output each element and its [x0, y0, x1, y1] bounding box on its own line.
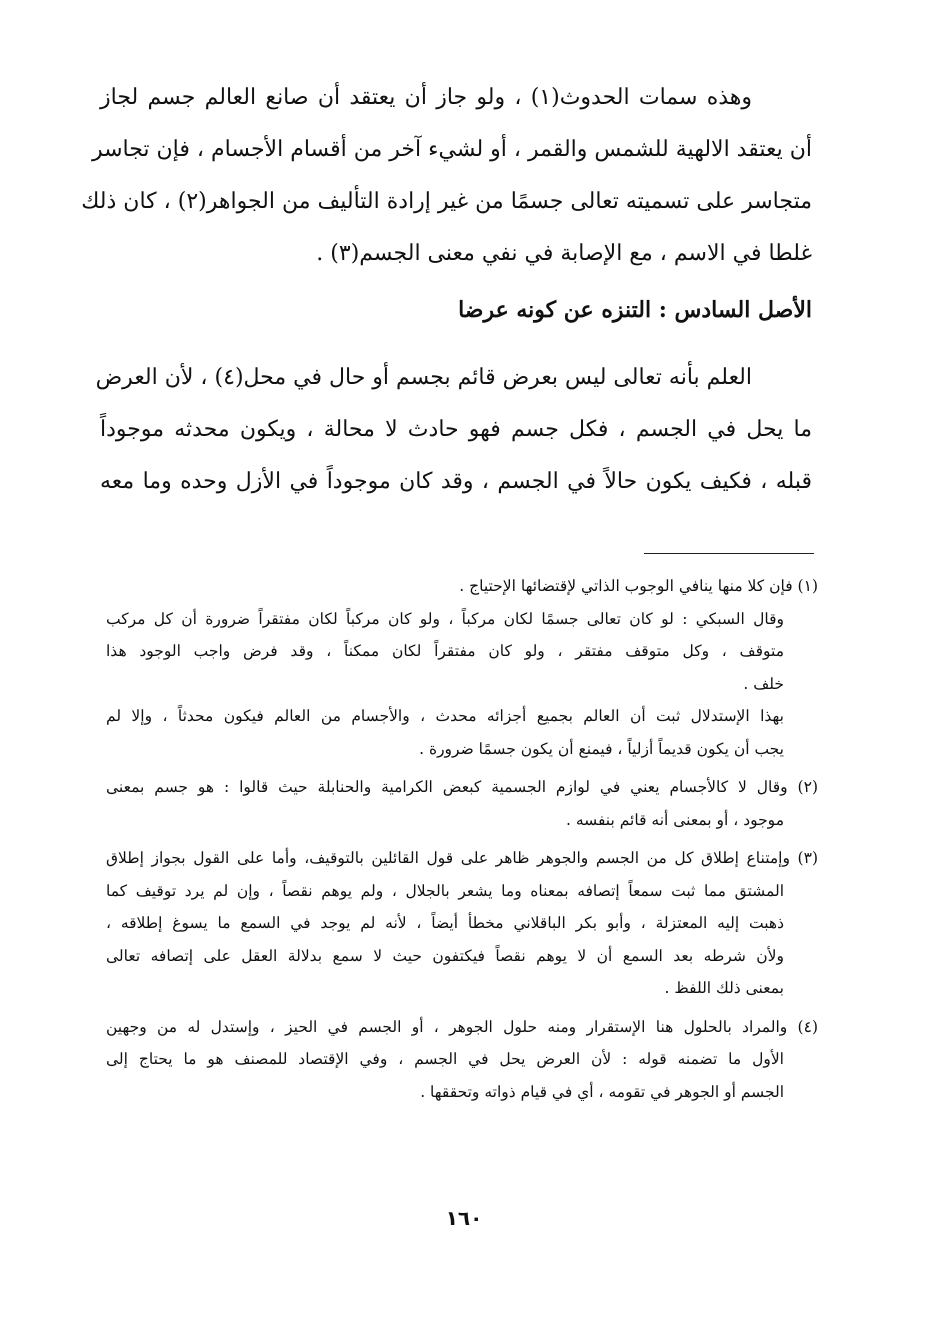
section-heading: الأصل السادس : التنزه عن كونه عرضا — [458, 297, 812, 323]
footnote-4-line: الجسم أو الجوهر في تقومه ، أي في قيام ذواته وتحققها . — [420, 1082, 784, 1101]
footnote-1-line: خلف . — [743, 674, 784, 693]
footnote-2-line: موجود ، أو بمعنى أنه قائم بنفسه . — [565, 810, 784, 829]
footnote-4-line: الأول ما تضمنه قوله : لأن العرض يحل في الجسم ، وفي الإقتصاد للمصنف هو ما يحتاج إلى — [106, 1050, 784, 1068]
main-paragraph-2 — [95, 352, 812, 508]
footnote-1-line: متوقف ، وكل متوقف مفتقر ، ولو كان مفتقراً لكان ممكناً ، وقد فرض واجب الوجود هذا — [106, 642, 784, 660]
footnote-separator — [644, 553, 814, 554]
footnote-2-line: (٢) وقال لا كالأجسام يعني في لوازم الجسمية كبعض الكرامية والحنابلة حيث قالوا : هو جسم بمعنى — [106, 778, 818, 796]
text-line: متجاسر على تسميته تعالى جسمًا من غير إرادة التأليف من الجواهر(٢) ، كان ذلك — [81, 189, 812, 214]
footnote-3-line: بمعنى ذلك اللفظ . — [664, 979, 784, 997]
footnote-3-line: ولأن شرطه بعد السمع أن لا يوهم نقصاً فيكتفون حيث لا سمع بدلالة العقل على إتصافه تعالى — [106, 946, 784, 965]
text-line: وهذه سمات الحدوث(١) ، ولو جاز أن يعتقد أن صانع العالم جسم لجاز — [100, 85, 752, 110]
footnote-3-line: ذهبت إليه المعتزلة ، وأبو بكر الباقلاني مخطأ أيضاً ، لأنه لم يوجد في السمع ما يسوغ إطلاقه ، — [106, 914, 784, 932]
footnote-1-line: (١) فإن كلا منها ينافي الوجوب الذاتي لإقتضائها الإحتياج . — [459, 577, 818, 595]
footnote-1-line: وقال السبكي : لو كان تعالى جسمًا لكان مركباً ، ولو كان مركباً لكان مفتقراً ضرورة أن كل مركب — [106, 609, 784, 628]
footnote-3-line: المشتق مما ثبت سمعاً إتصافه بمعناه وما يشعر بالجلال ، ولم يوهم نقصاً ، وإن لم يرد توقيف كما — [106, 881, 784, 900]
footnote-3-line: (٣) وإمتناع إطلاق كل من الجسم والجوهر ظاهر على قول القائلين بالتوقيف، وأما على القول بجواز إطلاق — [106, 849, 818, 867]
footnote-4-line: (٤) والمراد بالحلول هنا الإستقرار ومنه حلول الجوهر ، أو الجسم في الحيز ، وإستدل له من وجهين — [106, 1017, 818, 1036]
main-paragraph-1 — [81, 72, 812, 280]
text-line: العلم بأنه تعالى ليس بعرض قائم بجسم أو حال في محل(٤) ، لأن العرض — [95, 365, 752, 390]
text-line: غلطا في الاسم ، مع الإصابة في نفي معنى الجسم(٣) . — [316, 241, 812, 266]
footnotes — [106, 570, 818, 1108]
footnote-1-line: يجب أن يكون قديماً أزلياً ، فيمنع أن يكون جسمًا ضرورة . — [419, 739, 784, 758]
page-number: ١٦٠ — [445, 1206, 483, 1230]
text-line: ما يحل في الجسم ، فكل جسم فهو حادث لا محالة ، ويكون محدثه موجوداً — [100, 417, 812, 442]
text-line: أن يعتقد الالهية للشمس والقمر ، أو لشيء آخر من أقسام الأجسام ، فإن تجاسر — [91, 137, 812, 162]
text-line: قبله ، فكيف يكون حالاً في الجسم ، وقد كان موجوداً في الأزل وحده وما معه — [100, 469, 812, 494]
footnote-1-line: بهذا الإستدلال ثبت أن العالم بجميع أجزائه محدث ، والأجسام من العالم فيكون محدثاً ، وإلا لم — [106, 707, 784, 725]
